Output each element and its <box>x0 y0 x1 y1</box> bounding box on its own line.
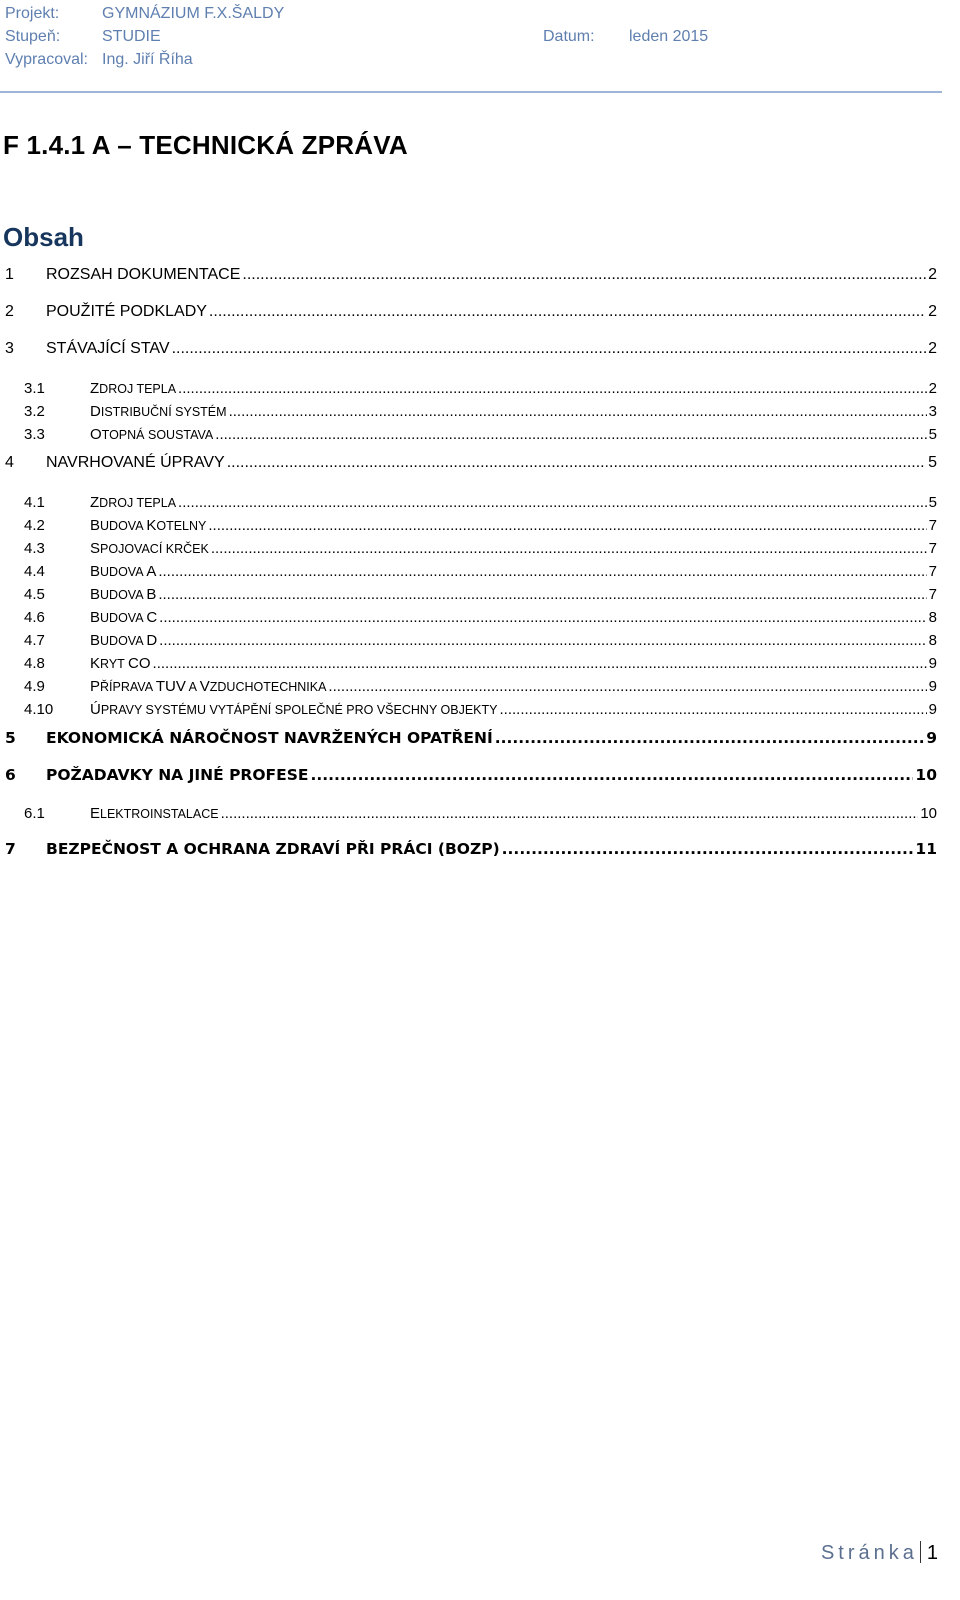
toc-leader <box>208 517 926 534</box>
project-label: Projekt: <box>5 5 60 22</box>
toc-entry-page: 2 <box>928 303 937 320</box>
document-title: F 1.4.1 A – TECHNICKÁ ZPRÁVA <box>3 130 408 160</box>
toc-entry-page: 5 <box>928 426 937 443</box>
toc-entry-number: 4.2 <box>24 517 45 534</box>
toc-entry-number: 5 <box>5 729 16 747</box>
toc-entry-page: 9 <box>926 729 937 747</box>
toc-entry-number: 4.9 <box>24 678 45 695</box>
footer-divider <box>920 1541 921 1563</box>
toc-entry-page: 3 <box>928 403 937 420</box>
author-value: Ing. Jiří Říha <box>102 51 193 68</box>
document-header <box>5 2 935 71</box>
page-footer <box>821 1541 938 1565</box>
toc-entry-text: ZDROJ TEPLA <box>90 494 177 511</box>
toc-entry-text: ZDROJ TEPLA <box>90 380 177 397</box>
toc-entry-page: 5 <box>928 494 937 511</box>
toc-entry-number: 3.2 <box>24 403 45 420</box>
toc-entry-page: 10 <box>915 766 937 784</box>
project-value: GYMNÁZIUM F.X.ŠALDY <box>102 5 285 22</box>
toc-entry-text: BUDOVA KOTELNY <box>90 517 207 534</box>
toc-entry-number: 3 <box>5 340 14 357</box>
toc-entry-page: 2 <box>928 340 937 357</box>
toc-entry-page: 7 <box>928 540 937 557</box>
toc-leader <box>502 840 914 858</box>
toc-entry-page: 11 <box>915 840 937 858</box>
toc-entry-text: ELEKTROINSTALACE <box>90 805 219 822</box>
toc-leader <box>153 655 927 672</box>
header-divider <box>0 91 942 93</box>
toc-entry-text: OTOPNÁ SOUSTAVA <box>90 426 214 443</box>
toc-entry-text: BEZPEČNOST A OCHRANA ZDRAVÍ PŘI PRÁCI (BOZP) <box>46 840 500 858</box>
toc-entry-number: 6.1 <box>24 805 45 822</box>
toc-entry-page: 9 <box>928 678 937 695</box>
toc-entry-text: NAVRHOVANÉ ÚPRAVY <box>46 454 225 471</box>
toc-leader <box>310 766 913 784</box>
toc-entry-text: ÚPRAVY SYSTÉMU VYTÁPĚNÍ SPOLEČNÉ PRO VŠECHNY OBJEKTY <box>90 701 498 718</box>
toc-entry-text: POUŽITÉ PODKLADY <box>46 303 207 320</box>
toc-leader <box>158 586 926 603</box>
author-label: Vypracoval: <box>5 51 88 68</box>
toc-entry-number: 3.3 <box>24 426 45 443</box>
toc-leader <box>178 494 927 511</box>
toc-entry-page: 9 <box>928 655 937 672</box>
toc-leader <box>242 266 926 284</box>
stage-row <box>5 25 935 48</box>
toc-leader <box>172 340 927 358</box>
toc-entry-text: BUDOVA D <box>90 632 158 649</box>
toc-entry-text: BUDOVA A <box>90 563 157 580</box>
toc-entry-number: 4.5 <box>24 586 45 603</box>
toc-entry-page: 8 <box>928 632 937 649</box>
project-row <box>5 2 935 25</box>
toc-entry-number: 4.6 <box>24 609 45 626</box>
stage-value: STUDIE <box>102 28 161 45</box>
toc-entry-number: 4 <box>5 454 14 471</box>
footer-page-number: 1 <box>926 1542 938 1564</box>
toc-entry-number: 3.1 <box>24 380 45 397</box>
toc-entry-number: 7 <box>5 840 16 858</box>
date-label: Datum: <box>543 28 595 45</box>
toc-leader <box>178 380 927 397</box>
toc-entry-page: 7 <box>928 563 937 580</box>
toc-entry-text: POŽADAVKY NA JINÉ PROFESE <box>46 766 309 784</box>
toc-entry-page: 7 <box>928 586 937 603</box>
toc-entry-number: 4.4 <box>24 563 45 580</box>
toc-leader <box>215 426 926 443</box>
author-row <box>5 48 935 71</box>
footer-label: Stránka <box>820 1542 918 1564</box>
toc-leader <box>227 454 926 472</box>
toc-entry-text: KRYT CO <box>90 655 151 672</box>
toc-entry-text: BUDOVA C <box>90 609 158 626</box>
toc-heading: Obsah <box>3 222 84 252</box>
date-value: leden 2015 <box>629 28 709 45</box>
toc-entry-page: 10 <box>920 805 937 822</box>
toc-leader <box>211 540 927 557</box>
toc-leader <box>499 701 926 718</box>
toc-entry-text: DISTRIBUČNÍ SYSTÉM <box>90 403 227 420</box>
toc-entry-number: 4.3 <box>24 540 45 557</box>
toc-entry-number: 4.1 <box>24 494 45 511</box>
toc-entry-number: 4.10 <box>24 701 54 718</box>
toc-leader <box>328 678 926 695</box>
toc-entry-page: 5 <box>928 454 937 471</box>
toc-leader <box>221 805 919 822</box>
toc-leader <box>158 563 926 580</box>
toc-entry-page: 7 <box>928 517 937 534</box>
stage-label: Stupeň: <box>5 28 61 45</box>
toc-entry-text: ROZSAH DOKUMENTACE <box>46 266 241 283</box>
toc-entry-text: STÁVAJÍCÍ STAV <box>46 340 170 357</box>
toc-entry-number: 6 <box>5 766 16 784</box>
toc-entry-text: BUDOVA B <box>90 586 157 603</box>
toc-leader <box>229 403 927 420</box>
toc-entry-number: 4.7 <box>24 632 45 649</box>
toc-entry-text: PŘÍPRAVA TUV A VZDUCHOTECHNIKA <box>90 678 327 695</box>
toc-entry-page: 8 <box>928 609 937 626</box>
toc-entry-text: SPOJOVACÍ KRČEK <box>90 540 209 557</box>
toc-leader <box>159 609 926 626</box>
toc-leader <box>495 729 924 747</box>
toc-entry-number: 4.8 <box>24 655 45 672</box>
toc-leader <box>209 303 926 321</box>
toc-leader <box>159 632 926 649</box>
toc-entry-page: 2 <box>928 266 937 283</box>
toc-entry-page: 9 <box>928 701 937 718</box>
toc-entry-number: 2 <box>5 303 14 320</box>
toc-entry-page: 2 <box>928 380 937 397</box>
toc-entry-number: 1 <box>5 266 14 283</box>
toc-entry-text: EKONOMICKÁ NÁROČNOST NAVRŽENÝCH OPATŘENÍ <box>46 729 493 747</box>
